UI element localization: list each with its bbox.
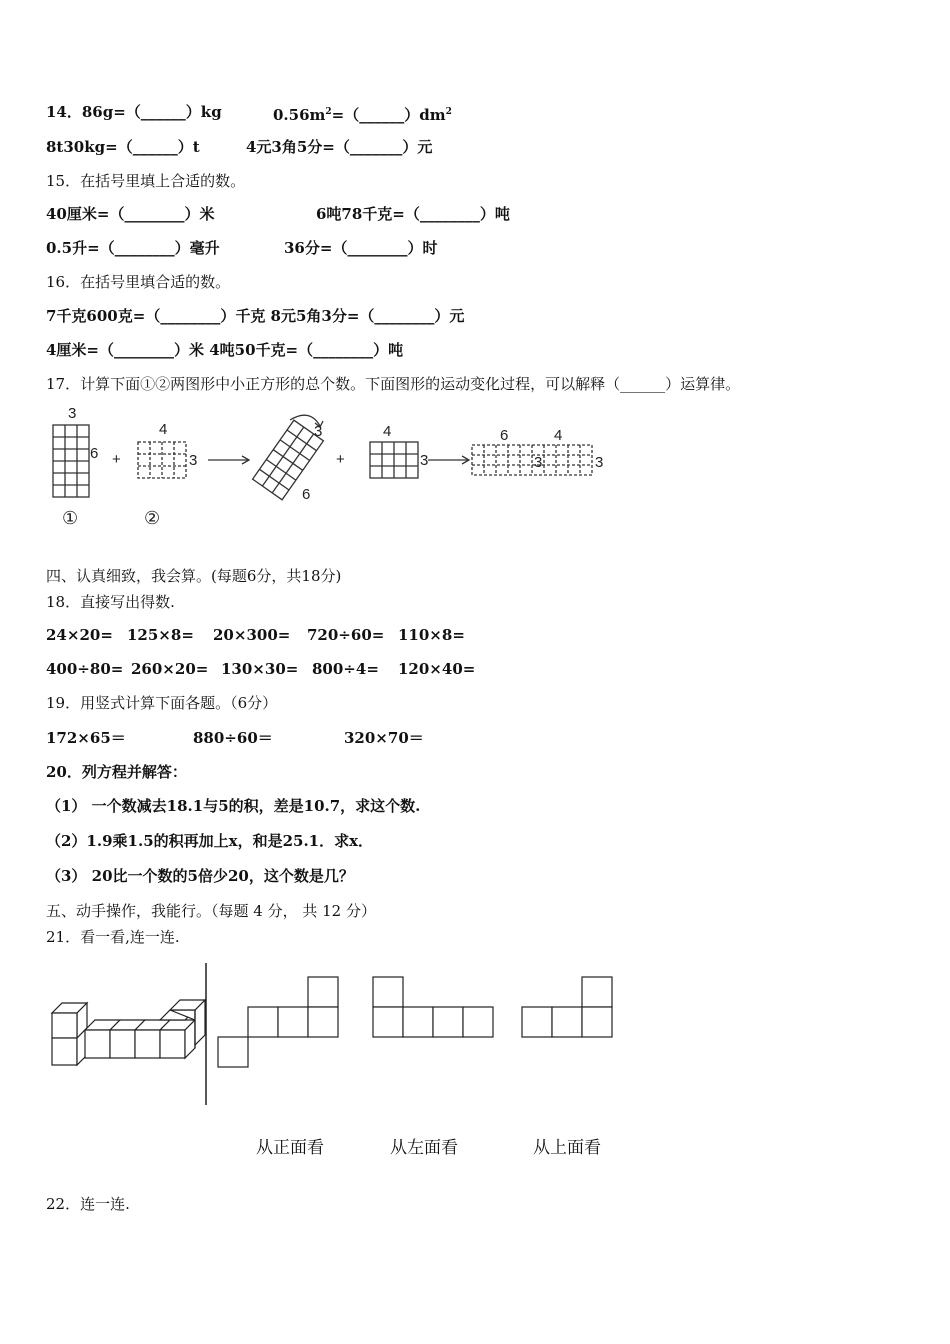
combined-mid-label: 3 — [534, 454, 543, 471]
cube-structure — [52, 1000, 205, 1065]
q14-area-value: 0.56m — [273, 106, 326, 124]
sec4-title: 四、认真细致，我会算。(每题6分，共18分) — [46, 567, 342, 585]
q15-c: 0.5升=（________）毫升 — [46, 239, 220, 257]
caption-front-view: 从正面看 — [256, 1138, 324, 1158]
q14-line1-a: 14．86g=（______）kg — [46, 103, 222, 121]
figure-1-label: ① — [62, 508, 79, 528]
q20-item-2: （2）1.9乘1.5的积再加上x，和是25.1．求x． — [46, 832, 374, 850]
q20-item-1: （1） 一个数减去18.1与5的积，差是10.7，求这个数. — [46, 797, 421, 815]
q15-d: 36分=（________）时 — [284, 239, 438, 257]
q18-r1-c3: 20×300= — [213, 626, 291, 644]
q14-sup-2: 2 — [445, 107, 452, 117]
caption-top-view: 从上面看 — [533, 1138, 601, 1158]
figure-2-label: ② — [144, 508, 161, 528]
q20-title: 20．列方程并解答： — [46, 763, 187, 781]
fig1-side-label: 6 — [90, 445, 99, 462]
combined-top-label-a: 6 — [500, 427, 509, 444]
plus-1: + — [112, 451, 121, 468]
rotated-side-label: 6 — [302, 486, 311, 503]
q18-r1-c5: 110×8= — [398, 626, 465, 644]
fig3-top-label: 4 — [383, 423, 392, 440]
q14-area-mid: =（______）dm — [331, 106, 446, 124]
q18-r2-c3: 130×30= — [221, 660, 299, 678]
grid-combined — [472, 445, 592, 475]
q18-r2-c2: 260×20= — [131, 660, 209, 678]
plus-2: + — [336, 451, 345, 468]
fig2-top-label: 4 — [159, 421, 168, 438]
q19-item-2: 880÷60＝ — [193, 729, 273, 747]
q15-b: 6吨78千克=（________）吨 — [316, 205, 510, 223]
q17-title: 17．计算下面①②两图形中小正方形的总个数。下面图形的运动变化过程，可以解释（______）运算律。 — [46, 375, 741, 393]
q14-line2-b: 4元3角5分=（_______）元 — [246, 138, 433, 156]
q18-r2-c5: 120×40= — [398, 660, 476, 678]
grid-figure-3 — [370, 442, 418, 478]
q18-r1-c1: 24×20= — [46, 626, 113, 644]
grid-rotated — [253, 420, 324, 500]
q16-title: 16．在括号里填合适的数。 — [46, 273, 231, 291]
q18-title: 18．直接写出得数. — [46, 593, 175, 611]
q21-figure — [40, 955, 630, 1110]
combined-side-label: 3 — [595, 454, 604, 471]
rotated-top-label: 3 — [314, 423, 323, 440]
grid-figure-1 — [53, 425, 89, 497]
view-b — [373, 977, 493, 1037]
q14-sup-1: 2 — [325, 107, 332, 117]
q17-figure — [40, 400, 610, 535]
view-c — [522, 977, 612, 1037]
q22-title: 22．连一连. — [46, 1195, 130, 1213]
q21-title: 21．看一看,连一连. — [46, 928, 180, 946]
q18-r2-c1: 400÷80= — [46, 660, 124, 678]
sec5-title: 五、动手操作，我能行。（每题 4 分， 共 12 分） — [46, 902, 376, 920]
q16-line2: 4厘米=（________）米 4吨50千克=（________）吨 — [46, 341, 404, 359]
fig2-side-label: 3 — [189, 452, 198, 469]
fig1-top-label: 3 — [68, 405, 77, 422]
q18-r2-c4: 800÷4= — [312, 660, 379, 678]
combined-top-label-b: 4 — [554, 427, 563, 444]
q15-a: 40厘米=（________）米 — [46, 205, 215, 223]
q18-r1-c4: 720÷60= — [307, 626, 385, 644]
q19-item-1: 172×65＝ — [46, 729, 126, 747]
q20-item-3: （3） 20比一个数的5倍少20，这个数是几？ — [46, 867, 354, 885]
fig3-side-label: 3 — [420, 452, 429, 469]
view-a — [218, 977, 338, 1067]
q19-item-3: 320×70＝ — [344, 729, 424, 747]
caption-left-view: 从左面看 — [390, 1138, 458, 1158]
q14-line1-b — [273, 102, 452, 125]
q19-title: 19．用竖式计算下面各题。（6分） — [46, 694, 278, 712]
q14-line2-a: 8t30kg=（______）t — [46, 138, 200, 156]
grid-figure-2 — [138, 442, 186, 478]
q16-line1: 7千克600克=（________）千克 8元5角3分=（________）元 — [46, 307, 465, 325]
q15-title: 15．在括号里填上合适的数。 — [46, 172, 246, 190]
q18-r1-c2: 125×8= — [127, 626, 194, 644]
